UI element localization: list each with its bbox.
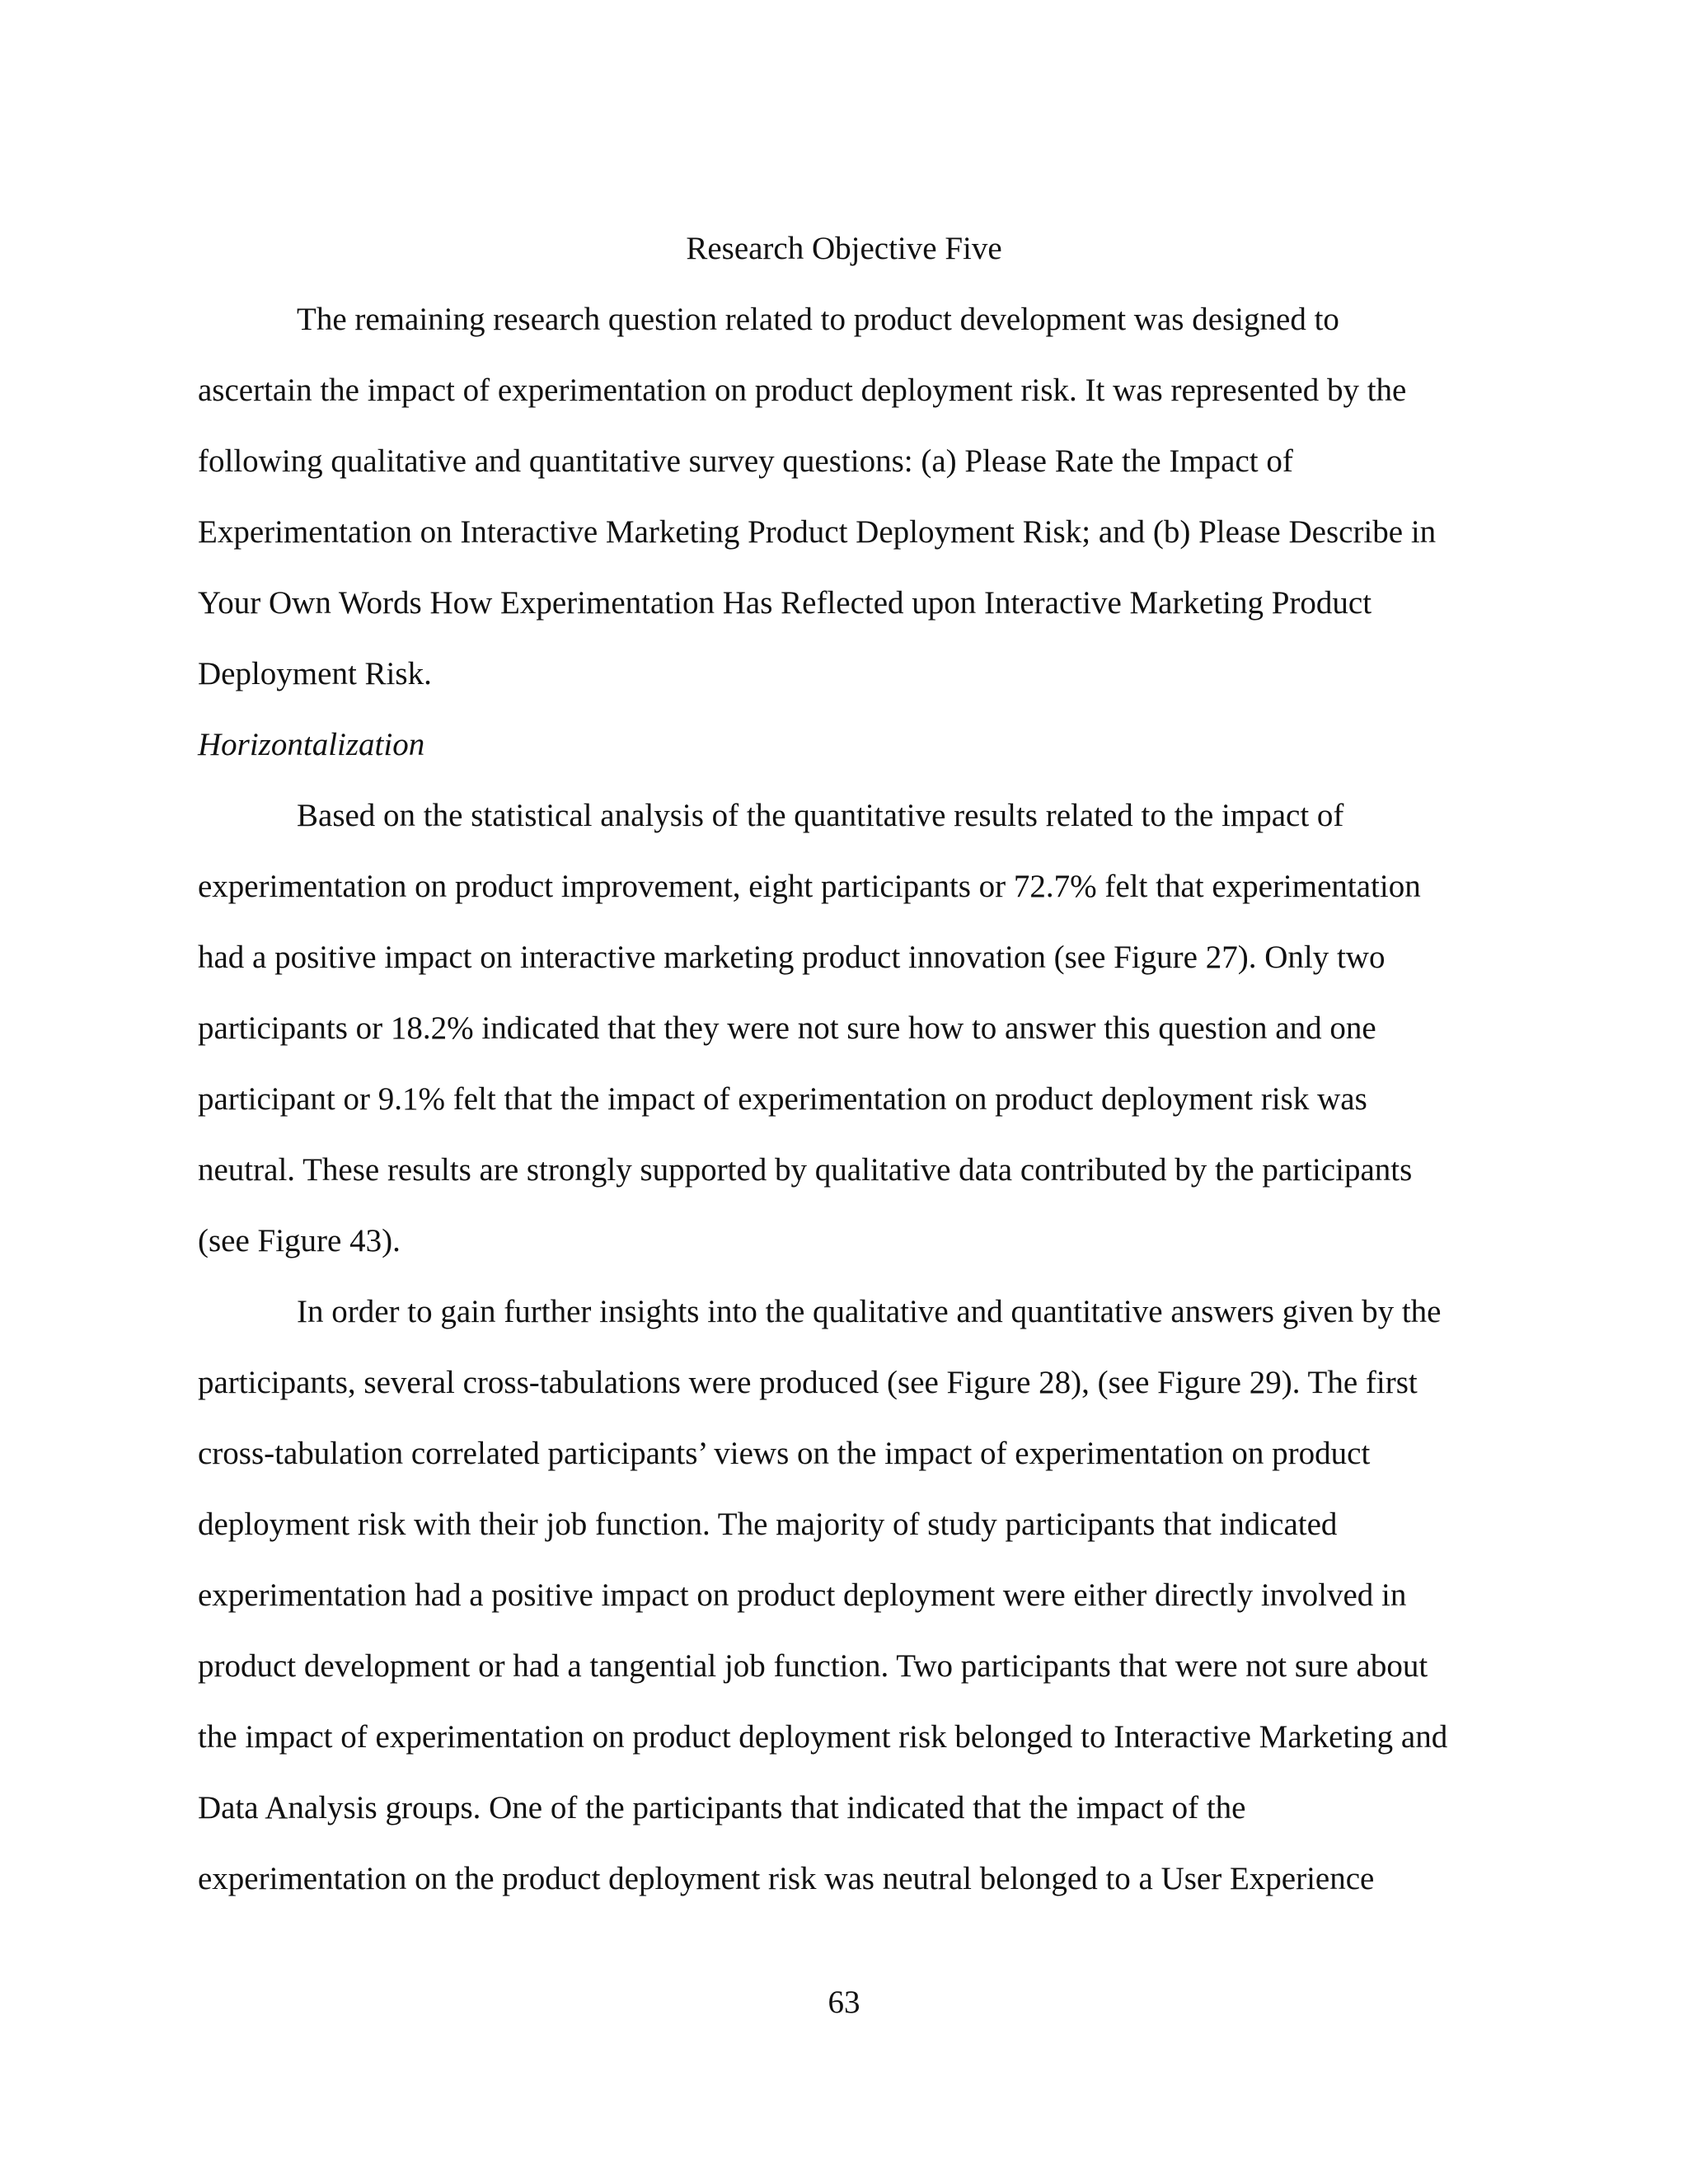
paragraph-line: neutral. These results are strongly supported by qualitative data contributed by the participants xyxy=(198,1152,1413,1188)
paragraph-line: Experimentation on Interactive Marketing Product Deployment Risk; and (b) Please Describe in xyxy=(198,514,1437,550)
paragraph-line: ascertain the impact of experimentation on product deployment risk. It was represented by the xyxy=(198,373,1407,408)
paragraph-line: experimentation had a positive impact on product deployment were either directly involved in xyxy=(198,1577,1407,1613)
paragraph-line: In order to gain further insights into the qualitative and quantitative answers given by the xyxy=(297,1294,1442,1329)
paragraph-line: Your Own Words How Experimentation Has Reflected upon Interactive Marketing Product xyxy=(198,585,1372,621)
paragraph-line: (see Figure 43). xyxy=(198,1223,401,1258)
paragraph-line: Based on the statistical analysis of the quantitative results related to the impact of xyxy=(297,798,1344,833)
subheading: Horizontalization xyxy=(198,727,425,762)
paragraph-line: following qualitative and quantitative survey questions: (a) Please Rate the Impact of xyxy=(198,443,1293,479)
paragraph-line: deployment risk with their job function. The majority of study participants that indicated xyxy=(198,1507,1338,1542)
paragraph-line: participants, several cross-tabulations were produced (see Figure 28), (see Figure 29). The first xyxy=(198,1365,1418,1400)
paragraph-line: participant or 9.1% felt that the impact of experimentation on product deployment risk was xyxy=(198,1081,1367,1117)
paragraph-line: cross-tabulation correlated participants’ views on the impact of experimentation on product xyxy=(198,1436,1371,1471)
paragraph-line: participants or 18.2% indicated that they were not sure how to answer this question and one xyxy=(198,1010,1376,1046)
paragraph-line: Deployment Risk. xyxy=(198,656,432,691)
paragraph-line: experimentation on the product deployment risk was neutral belonged to a User Experience xyxy=(198,1861,1375,1896)
paragraph-line: the impact of experimentation on product deployment risk belonged to Interactive Marketing and xyxy=(198,1719,1448,1755)
paragraph-line: had a positive impact on interactive marketing product innovation (see Figure 27). Only two xyxy=(198,940,1386,975)
paragraph-line: experimentation on product improvement, eight participants or 72.7% felt that experimentation xyxy=(198,869,1421,904)
paragraph-line: product development or had a tangential job function. Two participants that were not sure about xyxy=(198,1648,1428,1684)
page-number: 63 xyxy=(828,1985,860,2020)
section-heading: Research Objective Five xyxy=(686,231,1002,266)
paragraph-line: The remaining research question related to product development was designed to xyxy=(297,302,1339,337)
paragraph-line: Data Analysis groups. One of the participants that indicated that the impact of the xyxy=(198,1790,1246,1825)
